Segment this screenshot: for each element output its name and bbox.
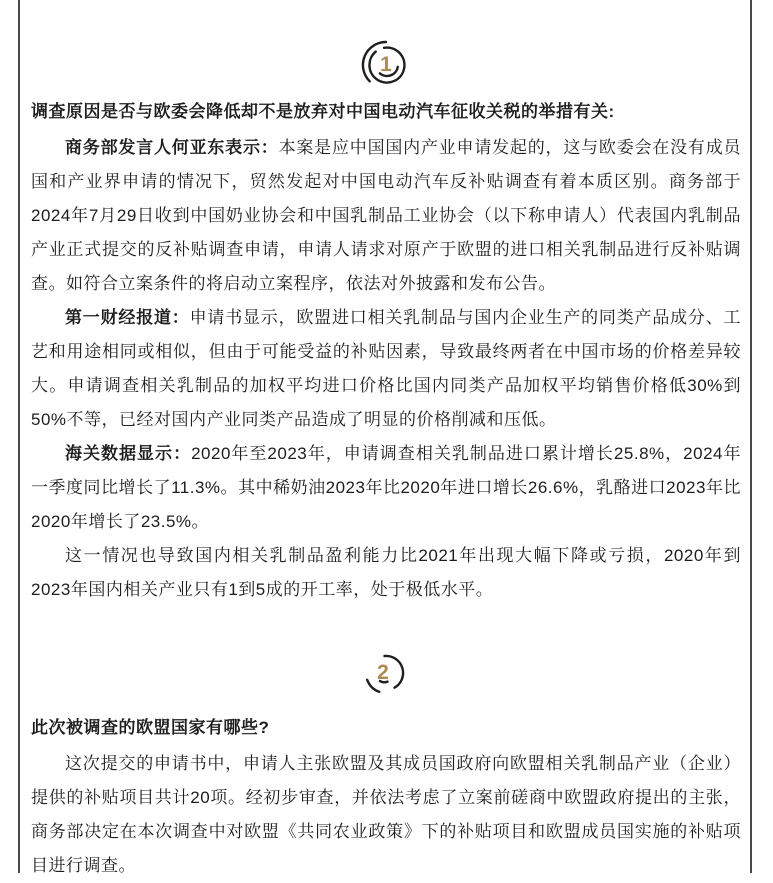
section-1 <box>31 35 741 607</box>
paragraph <box>31 301 741 437</box>
section-2-heading: 此次被调查的欧盟国家有哪些? <box>31 718 270 737</box>
paragraph <box>31 747 741 883</box>
paragraph-text: 2020年至2023年，申请调查相关乳制品进口累计增长25.8%，2024年一季度同比增长了11.3%。其中稀奶油2023年比2020年进口增长26.6%，乳酪进口2023年比2020年增长了23.5%。 <box>31 444 741 531</box>
paragraph-text: 申请书显示，欧盟进口相关乳制品与国内企业生产的同类产品成分、工艺和用途相同或相似，但由于可能受益的补贴因素，导致最终两者在中国市场的价格差异较大。申请调查相关乳制品的加权平均进口价格比国内同类产品加权平均销售价格低30%到50%不等，已经对国内产业同类产品造成了明显的价格削减和压低。 <box>31 308 742 429</box>
paragraph <box>31 437 741 539</box>
paragraph-lead: 商务部发言人何亚东表示： <box>65 138 279 157</box>
section-2 <box>31 645 741 883</box>
paragraph-text: 这次提交的申请书中，申请人主张欧盟及其成员国政府向欧盟相关乳制品产业（企业）提供的补贴项目共计20项。经初步审查，并依法考虑了立案前磋商中欧盟政府提出的主张，商务部决定在本次调查中对欧盟《共同农业政策》下的补贴项目和欧盟成员国实施的补贴项目进行调查。 <box>31 754 741 875</box>
paragraph <box>31 539 741 607</box>
paragraph-lead: 第一财经报道： <box>65 308 190 327</box>
section-number: 2 <box>377 661 389 684</box>
paragraph-lead: 海关数据显示： <box>65 444 192 463</box>
article-content <box>31 0 741 883</box>
section-1-number-badge <box>356 35 416 95</box>
left-frame-border <box>18 0 20 873</box>
paragraph-text: 本案是应中国国内产业申请发起的，这与欧委会在没有成员国和产业界申请的情况下，贸然发起对中国电动汽车反补贴调查有着本质区别。商务部于2024年7月29日收到中国奶业协会和中国乳制品工业协会（以下称申请人）代表国内乳制品产业正式提交的反补贴调查申请，申请人请求对原产于欧盟的进口相关乳制品进行反补贴调查。如符合立案条件的将启动立案程序，依法对外披露和发布公告。 <box>31 138 742 293</box>
section-2-number-badge <box>356 645 416 705</box>
section-number: 1 <box>380 53 392 76</box>
paragraph <box>31 131 741 301</box>
right-frame-border <box>750 0 752 873</box>
section-1-heading: 调查原因是否与欧委会降低却不是放弃对中国电动汽车征收关税的举措有关: <box>31 102 615 121</box>
paragraph-text: 这一情况也导致国内相关乳制品盈利能力比2021年出现大幅下降或亏损，2020年到2023年国内相关产业只有1到5成的开工率，处于极低水平。 <box>31 546 741 599</box>
